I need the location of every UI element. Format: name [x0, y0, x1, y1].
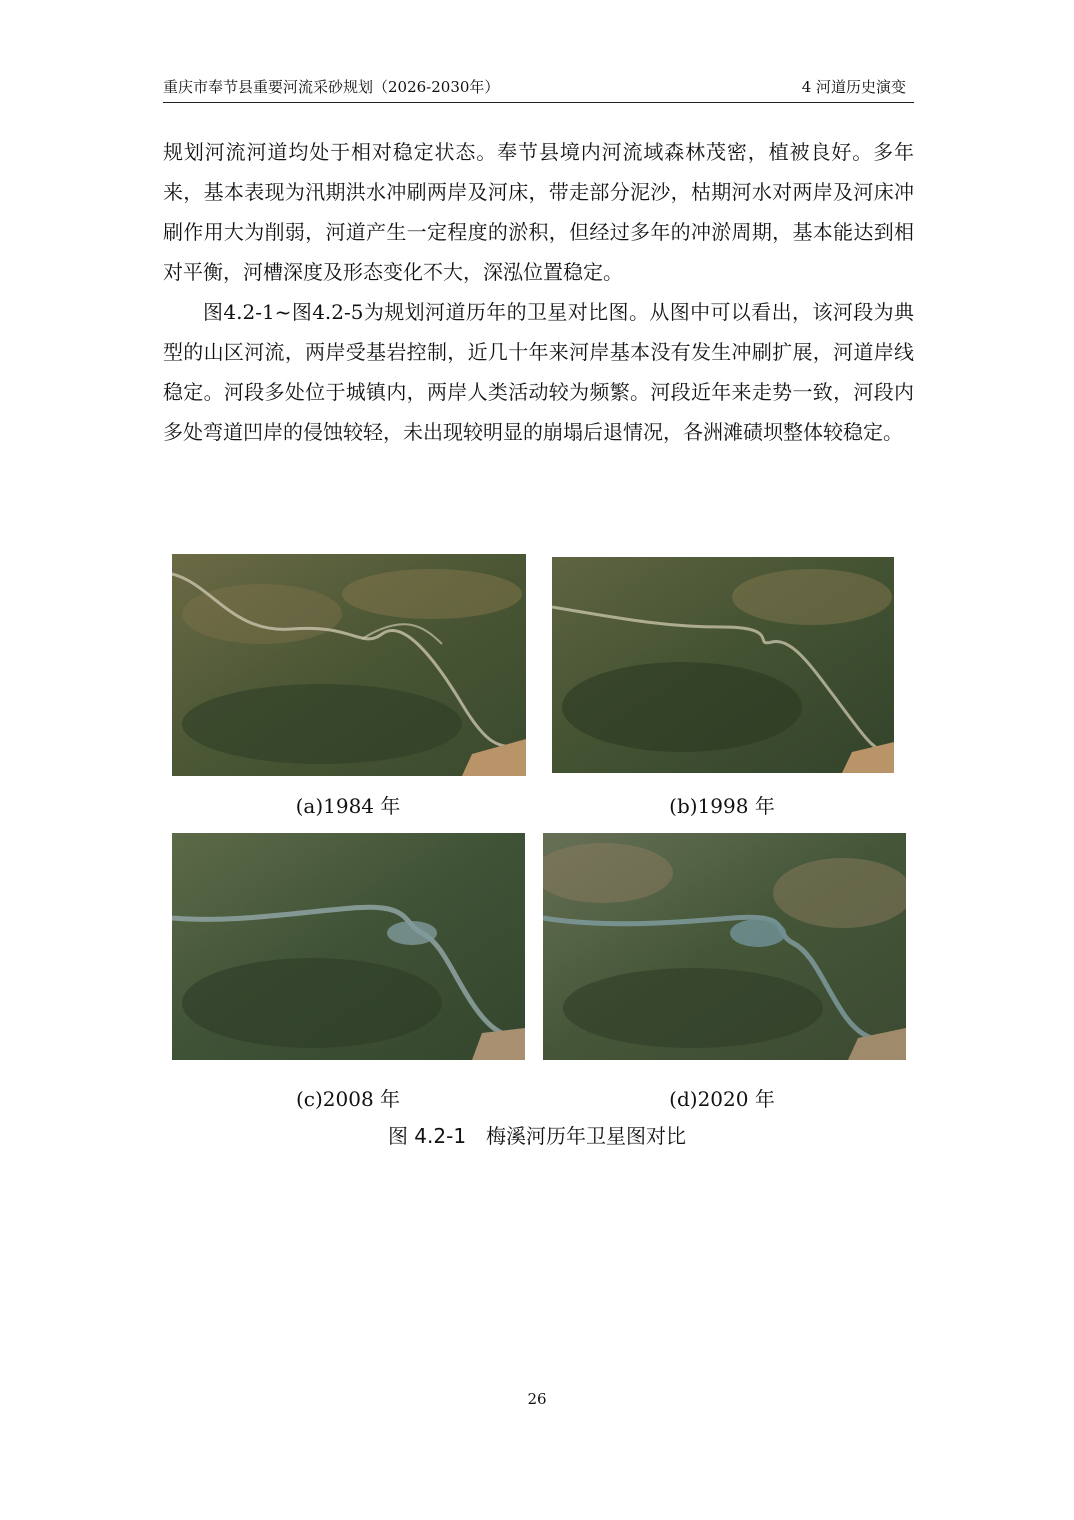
paragraph-1: 规划河流河道均处于相对稳定状态。奉节县境内河流域森林茂密，植被良好。多年来，基本表现为汛期洪水冲刷两岸及河床，带走部分泥沙，枯期河水对两岸及河床冲刷作用大为削弱，河道产生一定程度的淤积，但经过多年的冲淤周期，基本能达到相对平衡，河槽深度及形态变化不大，深泓位置稳定。 — [163, 140, 914, 284]
satellite-image-1998 — [552, 557, 894, 773]
caption-d: (d)2020 年 — [669, 1087, 775, 1111]
header-chapter-title: 4 河道历史演变 — [801, 78, 906, 96]
paragraph-2: 图4.2-1~图4.2-5为规划河道历年的卫星对比图。从图中可以看出，该河段为典型的山区河流，两岸受基岩控制，近几十年来河岸基本没有发生冲刷扩展，河道岸线稳定。河段多处位于城镇内，两岸人类活动较为频繁。河段近年来走势一致，河段内多处弯道凹岸的侵蚀较轻，未出现较明显的崩塌后退情况，各洲滩碛坝整体较稳定。 — [163, 300, 914, 444]
satellite-image-2020 — [543, 833, 906, 1060]
satellite-image-2008 — [172, 833, 525, 1060]
caption-b: (b)1998 年 — [669, 794, 775, 818]
satellite-image-1984 — [172, 554, 526, 776]
page-number: 26 — [527, 1390, 547, 1408]
body-text — [163, 132, 914, 452]
caption-a: (a)1984 年 — [295, 794, 401, 818]
page-header — [163, 76, 914, 103]
figure-title: 图 4.2-1 梅溪河历年卫星图对比 — [387, 1124, 687, 1148]
header-document-title: 重庆市奉节县重要河流采砂规划（2026-2030年） — [163, 78, 500, 96]
caption-c: (c)2008 年 — [295, 1087, 401, 1111]
